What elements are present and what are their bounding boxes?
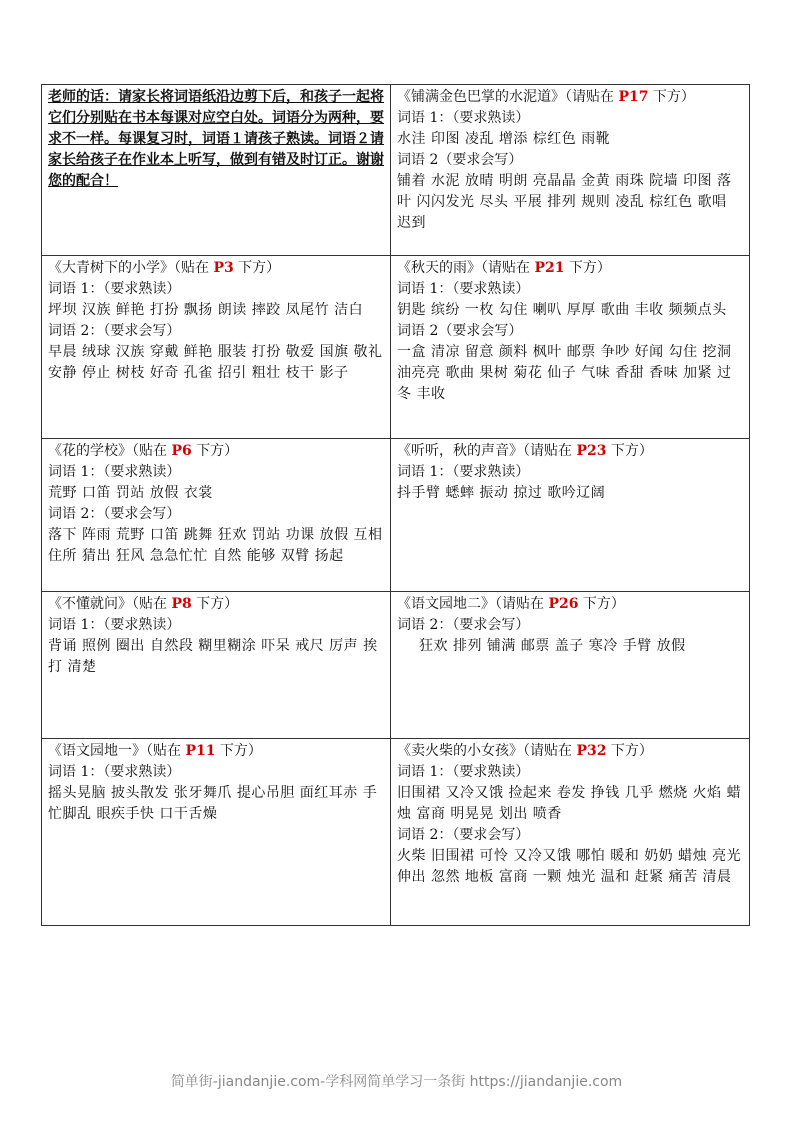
table-row xyxy=(42,739,750,926)
page-number: P32 xyxy=(576,743,607,759)
words-2-label: 词语 2：（要求会写） xyxy=(48,506,181,522)
words-2-label: 词语 2：（要求会写） xyxy=(397,827,530,843)
words-1-list: 旧围裙 又冷又饿 捡起来 卷发 挣钱 几乎 燃烧 火焰 蜡烛 富商 明晃晃 划出 喷香 xyxy=(397,785,742,822)
lesson-title: 《语文园地二》（请贴在 P26 下方） xyxy=(397,596,625,612)
words-1-list: 荒野 口笛 罚站 放假 衣裳 xyxy=(48,485,213,501)
words-2-list: 一盒 清凉 留意 颜料 枫叶 邮票 争吵 好闻 勾住 挖洞 油亮亮 歌曲 果树 菊花 仙子 气味 香甜 香味 加紧 过冬 丰收 xyxy=(397,344,732,402)
page-number: P8 xyxy=(171,596,192,612)
words-1-label: 词语 1：（要求熟读） xyxy=(397,110,530,126)
words-1-label: 词语 1：（要求熟读） xyxy=(48,281,181,297)
words-1-label: 词语 1：（要求熟读） xyxy=(48,764,181,780)
lesson-title: 《秋天的雨》（请贴在 P21 下方） xyxy=(397,260,611,276)
words-1-list: 背诵 照例 圈出 自然段 糊里糊涂 吓呆 戒尺 厉声 挨打 清楚 xyxy=(48,638,378,675)
page-number: P3 xyxy=(213,260,234,276)
words-1-list: 钥匙 缤纷 一枚 勾住 喇叭 厚厚 歌曲 丰收 频频点头 xyxy=(397,302,727,318)
table-row xyxy=(42,592,750,739)
words-1-list: 狂欢 排列 铺满 邮票 盖子 寒冷 手臂 放假 xyxy=(419,638,686,654)
lesson-title: 《大青树下的小学》（贴在 P3 下方） xyxy=(48,260,281,276)
words-2-list: 铺着 水泥 放晴 明朗 亮晶晶 金黄 雨珠 院墙 印图 落叶 闪闪发光 尽头 平展 排列 规则 凌乱 棕红色 歌唱 迟到 xyxy=(397,173,732,231)
words-1-list: 摇头晃脑 披头散发 张牙舞爪 提心吊胆 面红耳赤 手忙脚乱 眼疾手快 口干舌燥 xyxy=(48,785,378,822)
lesson-cell xyxy=(42,256,391,439)
lesson-cell xyxy=(42,439,391,592)
words-1-label: 词语 1：（要求熟读） xyxy=(48,464,181,480)
page-number: P21 xyxy=(534,260,565,276)
lesson-cell xyxy=(42,592,391,739)
lesson-title: 《听听，秋的声音》（请贴在 P23 下方） xyxy=(397,443,653,459)
lesson-title: 《铺满金色巴掌的水泥道》（请贴在 P17 下方） xyxy=(397,89,695,105)
lesson-title: 《语文园地一》（贴在 P11 下方） xyxy=(48,743,262,759)
lesson-cell xyxy=(391,739,750,926)
page-number: P26 xyxy=(548,596,579,612)
lesson-cell xyxy=(391,256,750,439)
words-1-label: 词语 1：（要求熟读） xyxy=(397,764,530,780)
table-row xyxy=(42,85,750,256)
words-2-label: 词语 2：（要求会写） xyxy=(48,323,181,339)
words-2-list: 早晨 绒球 汉族 穿戴 鲜艳 服装 打扮 敬爱 国旗 敬礼 安静 停止 树枝 好奇 孔雀 招引 粗壮 枝干 影子 xyxy=(48,344,383,381)
teacher-note: 老师的话：请家长将词语纸沿边剪下后，和孩子一起将它们分别贴在书本每课对应空白处。词语分为两种，要求不一样。每课复习时，词语１请孩子熟读。词语２请家长给孩子在作业本上听写，做到有错及时订正。谢谢您的配合！ xyxy=(48,89,384,189)
page-number: P6 xyxy=(171,443,192,459)
words-1-list: 抖手臂 蟋蟀 振动 掠过 歌吟辽阔 xyxy=(397,485,606,501)
table-row xyxy=(42,256,750,439)
words-2-list: 火柴 旧围裙 可怜 又冷又饿 哪怕 暖和 奶奶 蜡烛 亮光 伸出 忽然 地板 富商 一颗 烛光 温和 赶紧 痛苦 清晨 xyxy=(397,848,742,885)
lesson-cell xyxy=(42,739,391,926)
teacher-note-cell xyxy=(42,85,391,256)
words-1-label: 词语 2：（要求会写） xyxy=(397,617,530,633)
lesson-title: 《卖火柴的小女孩》（请贴在 P32 下方） xyxy=(397,743,653,759)
words-2-list: 落下 阵雨 荒野 口笛 跳舞 狂欢 罚站 功课 放假 互相 住所 猜出 狂风 急急忙忙 自然 能够 双臂 扬起 xyxy=(48,527,383,564)
lesson-cell xyxy=(391,439,750,592)
words-1-list: 水洼 印图 凌乱 增添 棕红色 雨靴 xyxy=(397,131,611,147)
page-number: P23 xyxy=(576,443,607,459)
page-number: P17 xyxy=(618,89,649,105)
lesson-cell xyxy=(391,85,750,256)
table-row xyxy=(42,439,750,592)
lesson-title: 《不懂就问》（贴在 P8 下方） xyxy=(48,596,239,612)
lesson-cell xyxy=(391,592,750,739)
vocabulary-table xyxy=(41,84,750,926)
page-footer: 简单街-jiandanjie.com-学科网简单学习一条街 https://jiandanjie.com xyxy=(170,1074,623,1090)
vocabulary-sheet xyxy=(41,84,747,926)
lesson-title: 《花的学校》（贴在 P6 下方） xyxy=(48,443,239,459)
words-1-label: 词语 1：（要求熟读） xyxy=(397,464,530,480)
words-1-label: 词语 1：（要求熟读） xyxy=(397,281,530,297)
page-number: P11 xyxy=(185,743,216,759)
words-2-label: 词语 2（要求会写） xyxy=(397,152,523,168)
words-1-label: 词语 1：（要求熟读） xyxy=(48,617,181,633)
words-2-label: 词语 2（要求会写） xyxy=(397,323,523,339)
words-1-list: 坪坝 汉族 鲜艳 打扮 飘扬 朗读 摔跤 凤尾竹 洁白 xyxy=(48,302,364,318)
